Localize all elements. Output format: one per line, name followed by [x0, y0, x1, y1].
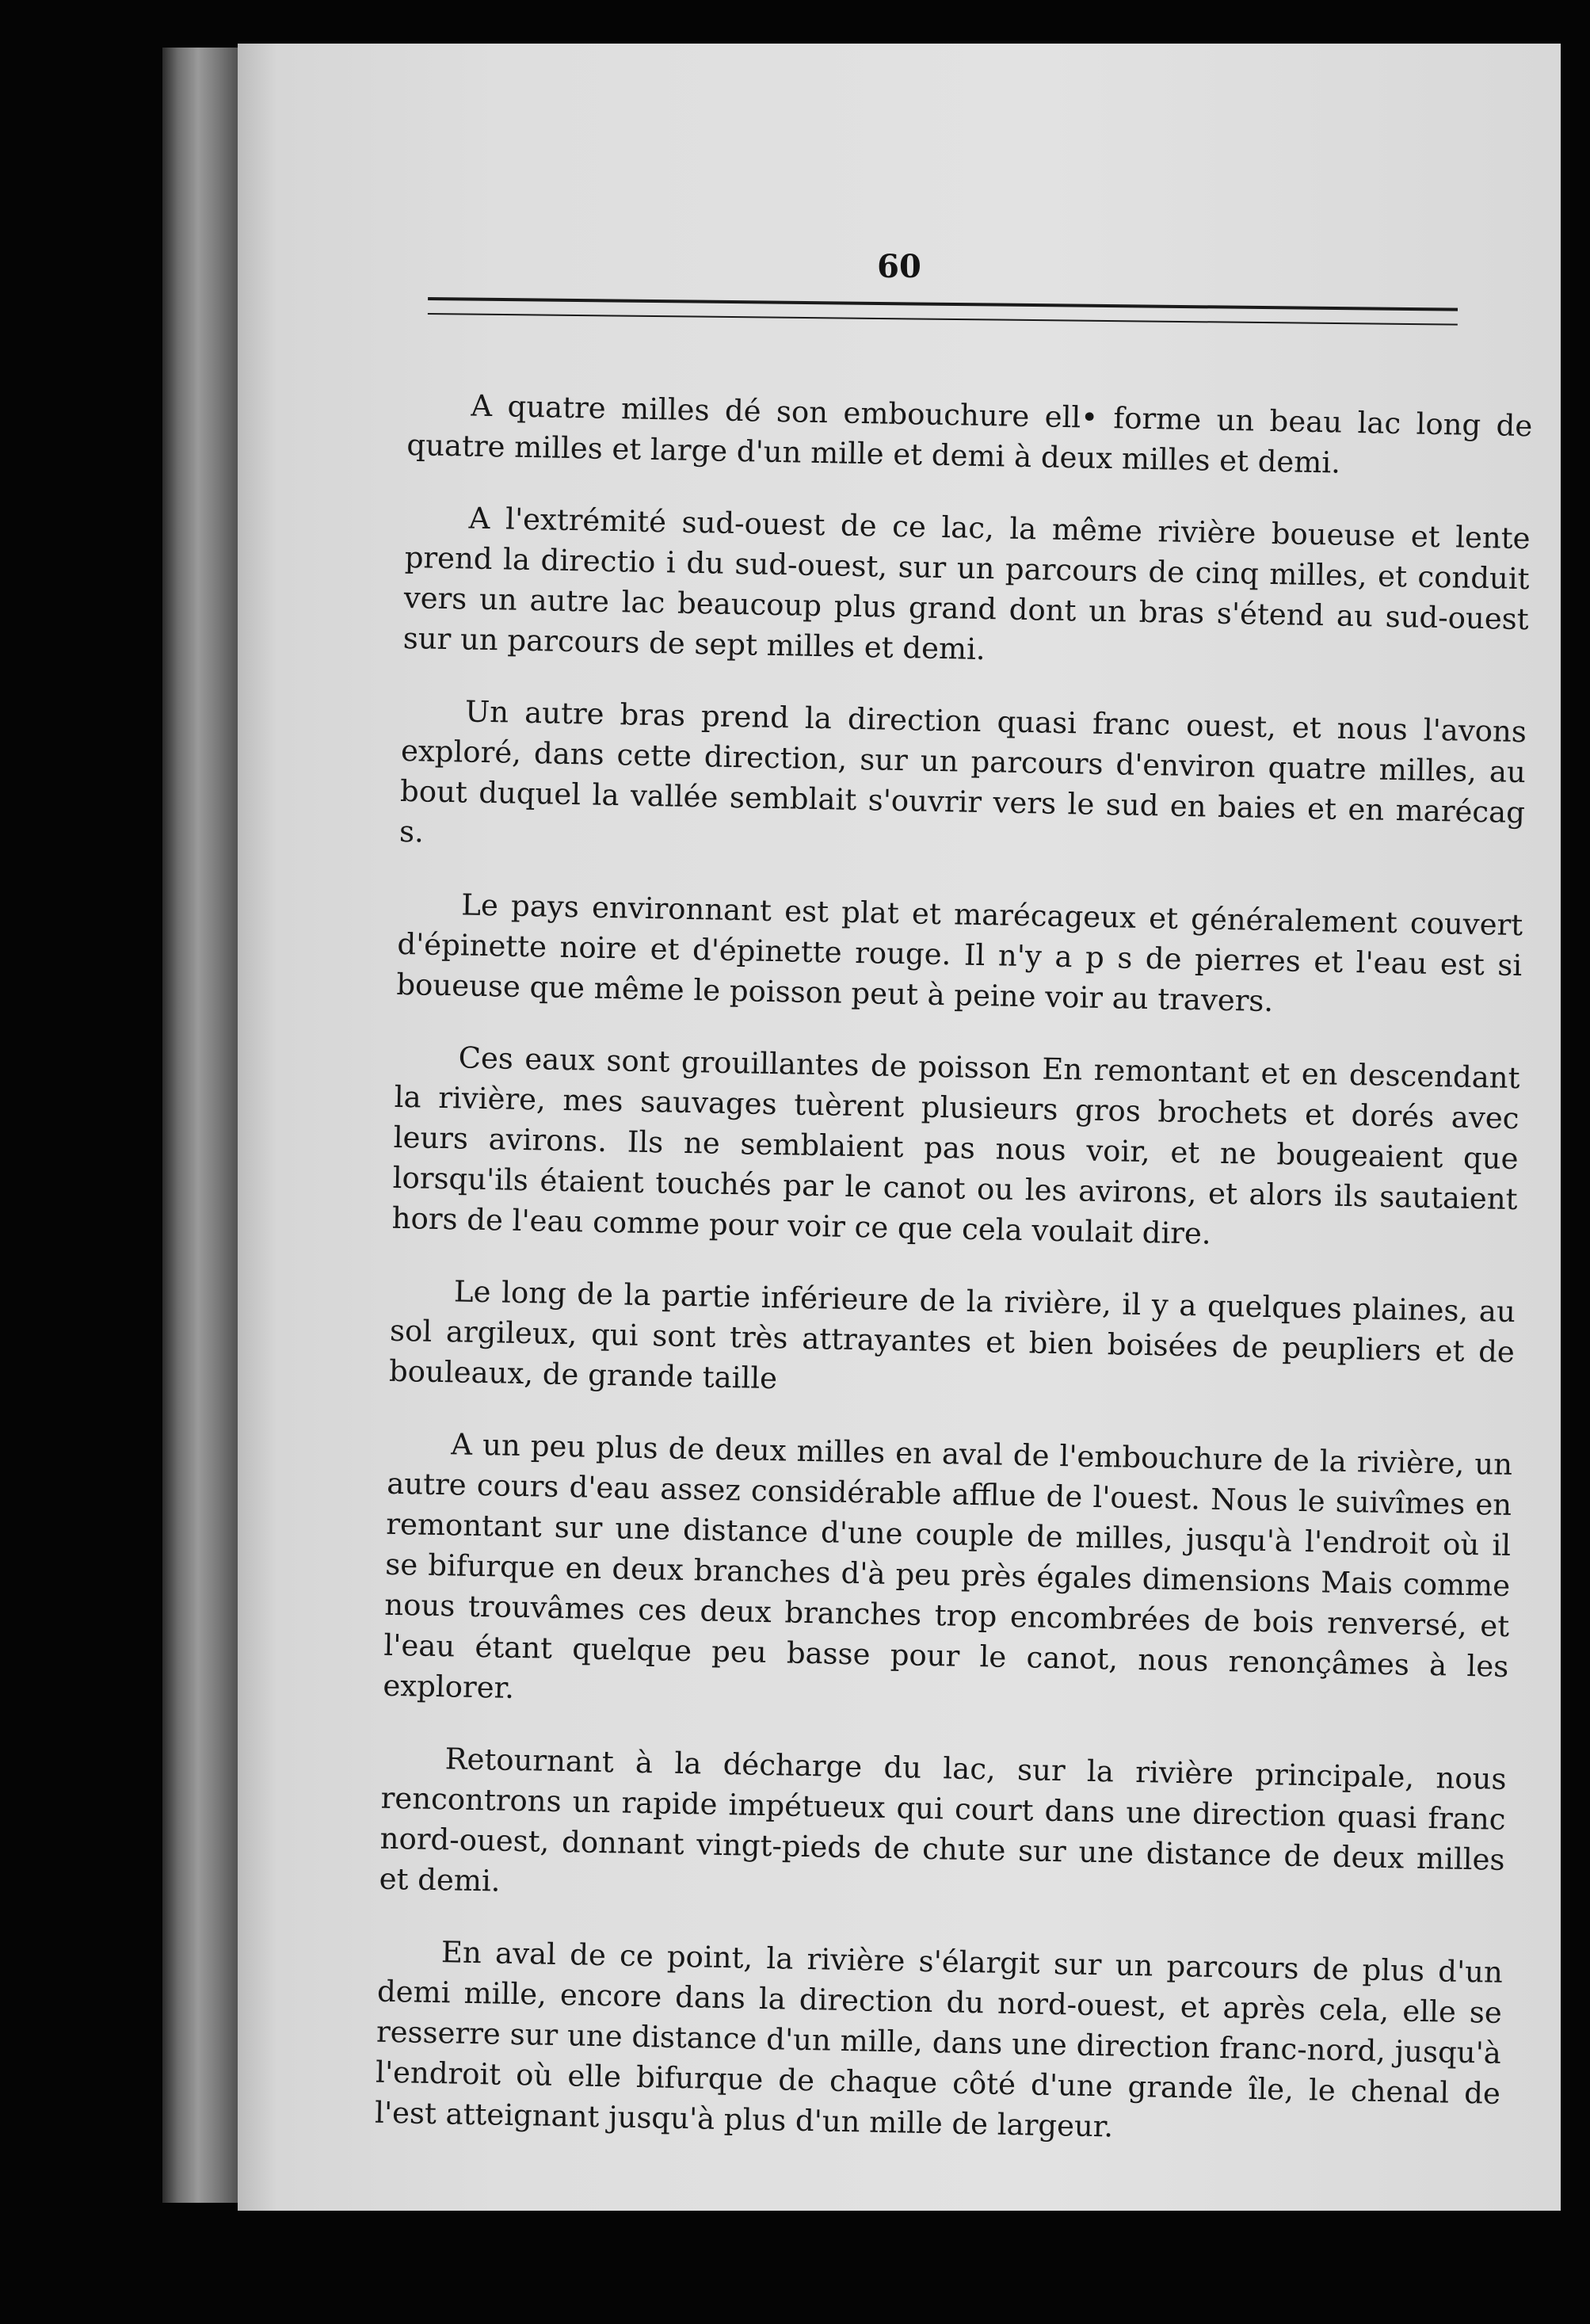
paragraph-4: Le pays environnant est plat et marécageux et généralement couvert d'épinette noire et d'épinette rouge. Il n'y a p s de pierres et l'eau est si boueuse que même le poisson peut à peine voir au travers.: [396, 887, 1523, 1019]
paragraph-2: A l'extrémité sud-ouest de ce lac, la même rivière boueuse et lente prend la directio i du sud-ouest, sur un parcours de cinq milles, et conduit vers un autre lac beaucoup plus grand dont un bras s'étend au sud-ouest sur un parcours de sept milles et demi.: [402, 501, 1531, 667]
header-rule: [428, 297, 1458, 326]
paragraph-3: Un autre bras prend la direction quasi franc ouest, et nous l'avons exploré, dans cette direction, sur un parcours d'environ quatre milles, au bout duquel la vallée semblait s'ouvrir vers le sud en baies et en marécag s.: [398, 694, 1527, 849]
page-number: 60: [877, 248, 921, 285]
paragraph-7: A un peu plus de deux milles en aval de l'embouchure de la rivière, un autre cours d'eau assez considérable afflue de l'ouest. Nous le suivîmes en remontant sur une distance d'une couple de milles, jusqu'à l'endroit où il se bifurque en deux branches d'à peu près égales dimensions Mais comme nous trouvâmes ces deux branches trop encombrées de bois renversé, et l'eau étant quelque peu basse pour le canot, nous renonçâmes à les explorer.: [383, 1427, 1513, 1705]
paragraph-8: Retournant à la décharge du lac, sur la rivière principale, nous rencontrons un rapide impétueux qui court dans une direction quasi franc nord-ouest, donnant vingt-pieds de chute sur une distance de deux milles et demi.: [379, 1742, 1507, 1899]
book-binding: [162, 48, 242, 2203]
paragraph-9: En aval de ce point, la rivière s'élargit sur un parcours de plus d'un demi mille, encore dans la direction du nord-ouest, et après cela, elle se resserre sur une distance d'un mille, dans une direction franc-nord, jusqu'à l'endroit où elle bifurque de chaque côté d'une grande île, le chenal de l'est atteignant jusqu'à plus d'un mille de largeur.: [374, 1935, 1504, 2144]
paragraph-5: Ces eaux sont grouillantes de poisson En remontant et en descendant la rivière, mes sauvages tuèrent plusieurs gros brochets et dorés avec leurs avirons. Ils ne semblaient pas nous voir, et ne bougeaient que lorsqu'ils étaient touchés par le canot ou les avirons, et alors ils sautaient hors de l'eau comme pour voir ce que cela voulait dire.: [391, 1040, 1520, 1251]
paragraph-1: A quatre milles dé son embouchure ell• forme un beau lac long de quatre milles et large d'un mille et demi à deux milles et demi.: [406, 388, 1533, 480]
page-body: [374, 384, 1533, 2186]
book-page: [238, 44, 1561, 2211]
paragraph-6: Le long de la partie inférieure de la rivière, il y a quelques plaines, au sol argileux, qui sont très attrayantes et bien boisées de peupliers et de bouleaux, de grande taille: [388, 1274, 1516, 1396]
